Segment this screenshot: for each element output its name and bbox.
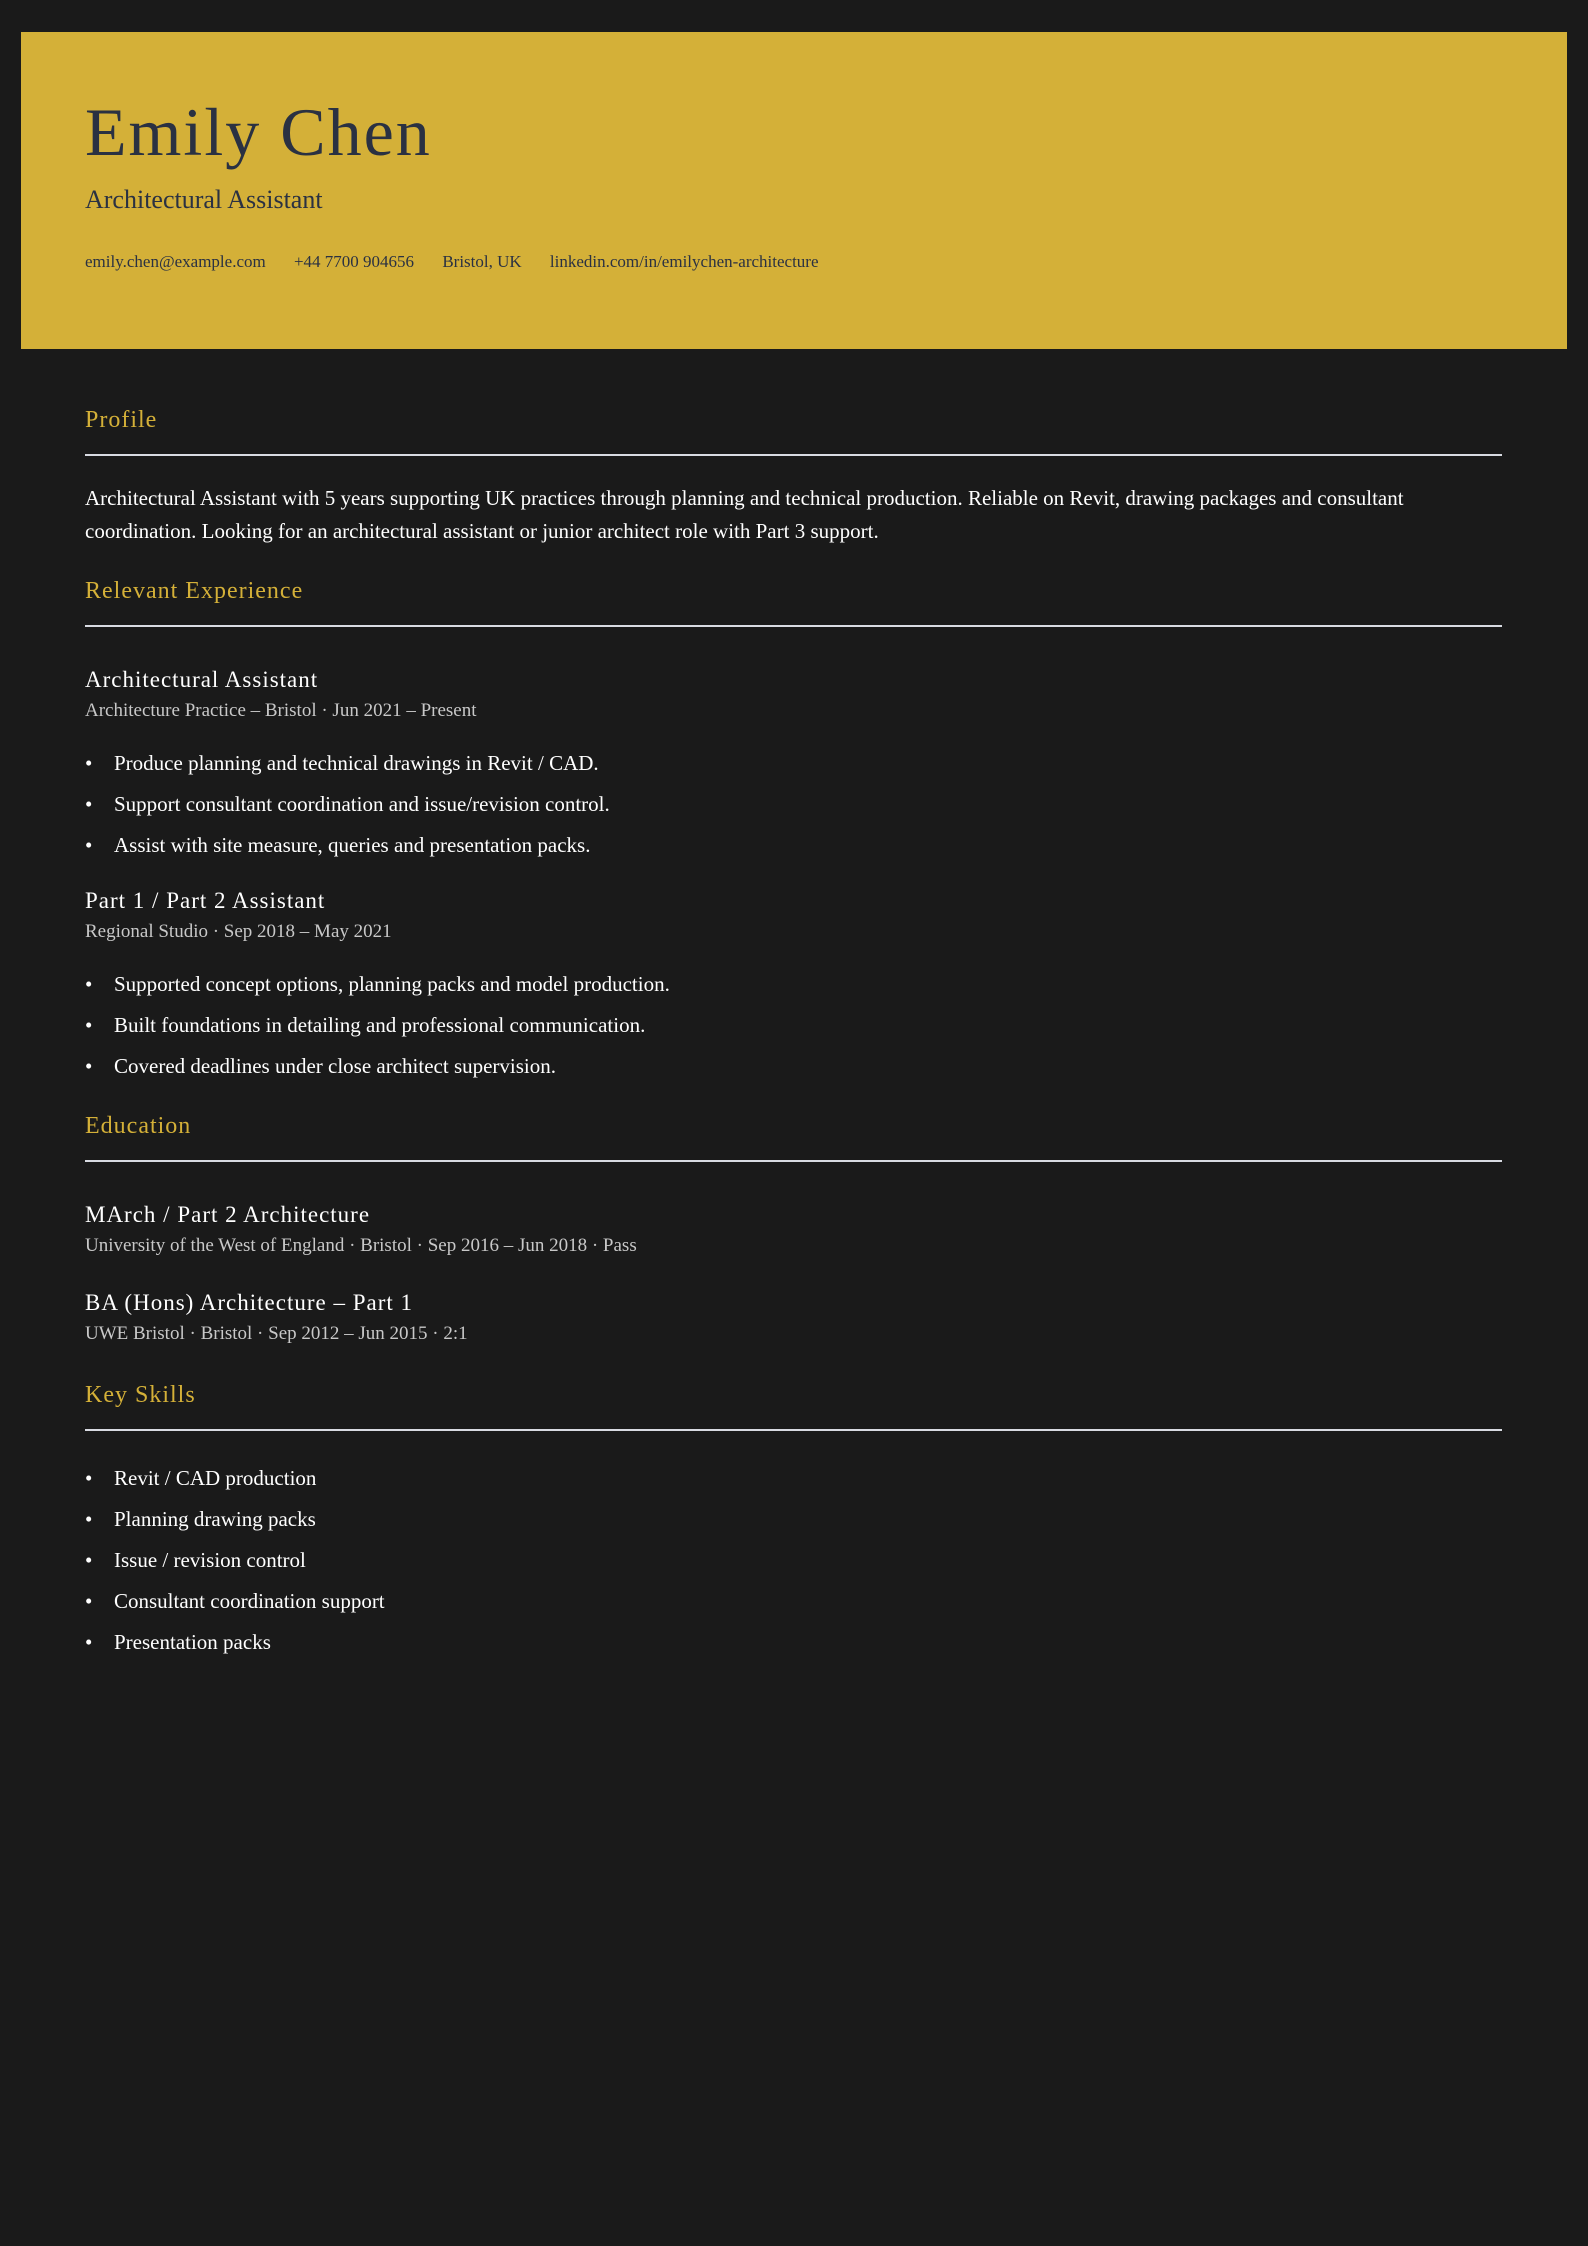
skill-text: Issue / revision control bbox=[114, 1548, 306, 1572]
skill-text: Consultant coordination support bbox=[114, 1589, 385, 1613]
job-bullet bbox=[85, 1054, 556, 1079]
section-title-experience: Relevant Experience bbox=[85, 578, 304, 604]
job-bullet bbox=[85, 751, 599, 776]
skill-text: Planning drawing packs bbox=[114, 1507, 316, 1531]
skill-item bbox=[85, 1466, 316, 1491]
skill-item bbox=[85, 1507, 316, 1532]
bullet-dot: • bbox=[85, 792, 93, 816]
job-bullet bbox=[85, 833, 590, 858]
bullet-text: Built foundations in detailing and professional communication. bbox=[114, 1013, 646, 1037]
contact-phone[interactable]: +44 7700 904656 bbox=[293, 252, 415, 271]
bullet-dot: • bbox=[85, 1013, 93, 1037]
job-meta: Regional Studio · Sep 2018 – May 2021 bbox=[85, 921, 392, 942]
section-title-skills: Key Skills bbox=[85, 1382, 196, 1408]
education-meta: UWE Bristol · Bristol · Sep 2012 – Jun 2015 · 2:1 bbox=[85, 1323, 468, 1344]
section-divider bbox=[85, 1429, 1502, 1431]
bullet-text: Supported concept options, planning packs and model production. bbox=[114, 972, 670, 996]
bullet-dot: • bbox=[85, 1466, 93, 1490]
contact-line bbox=[85, 252, 843, 272]
bullet-dot: • bbox=[85, 1054, 93, 1078]
contact-email[interactable]: emily.chen@example.com bbox=[85, 252, 266, 271]
bullet-dot: • bbox=[85, 972, 93, 996]
contact-location: Bristol, UK bbox=[442, 252, 522, 271]
bullet-text: Support consultant coordination and issue/revision control. bbox=[114, 792, 610, 816]
bullet-text: Covered deadlines under close architect supervision. bbox=[114, 1054, 557, 1078]
job-title: Part 1 / Part 2 Assistant bbox=[85, 888, 326, 913]
section-title-education: Education bbox=[85, 1113, 192, 1139]
header-banner bbox=[21, 32, 1567, 349]
skill-text: Revit / CAD production bbox=[114, 1466, 317, 1490]
job-meta: Architecture Practice – Bristol · Jun 2021 – Present bbox=[85, 700, 477, 721]
job-bullet bbox=[85, 792, 610, 817]
education-title: MArch / Part 2 Architecture bbox=[85, 1202, 371, 1227]
education-meta: University of the West of England · Bristol · Sep 2016 – Jun 2018 · Pass bbox=[85, 1235, 637, 1256]
contact-linkedin[interactable]: linkedin.com/in/emilychen-architecture bbox=[549, 252, 819, 271]
bullet-text: Assist with site measure, queries and presentation packs. bbox=[114, 833, 591, 857]
profile-text: Architectural Assistant with 5 years supporting UK practices through planning and technical production. Reliable on Revit, drawing packages and consultant coordination. Looking for an architectural assistant or junior architect role with Part 3 support. bbox=[85, 486, 1404, 543]
skill-item bbox=[85, 1630, 271, 1655]
bullet-dot: • bbox=[85, 1630, 93, 1654]
bullet-text: Produce planning and technical drawings in Revit / CAD. bbox=[114, 751, 599, 775]
bullet-dot: • bbox=[85, 1507, 93, 1531]
candidate-name: Emily Chen bbox=[85, 94, 432, 170]
education-title: BA (Hons) Architecture – Part 1 bbox=[85, 1290, 414, 1315]
bullet-dot: • bbox=[85, 833, 93, 857]
job-bullet bbox=[85, 972, 670, 997]
job-title: Architectural Assistant bbox=[85, 667, 319, 692]
bullet-dot: • bbox=[85, 1589, 93, 1613]
skill-item bbox=[85, 1548, 306, 1573]
skill-item bbox=[85, 1589, 385, 1614]
section-divider bbox=[85, 1160, 1502, 1162]
skill-text: Presentation packs bbox=[114, 1630, 271, 1654]
section-divider bbox=[85, 625, 1502, 627]
bullet-dot: • bbox=[85, 751, 93, 775]
bullet-dot: • bbox=[85, 1548, 93, 1572]
section-title-profile: Profile bbox=[85, 407, 158, 433]
section-divider bbox=[85, 454, 1502, 456]
candidate-role: Architectural Assistant bbox=[85, 185, 323, 214]
job-bullet bbox=[85, 1013, 645, 1038]
